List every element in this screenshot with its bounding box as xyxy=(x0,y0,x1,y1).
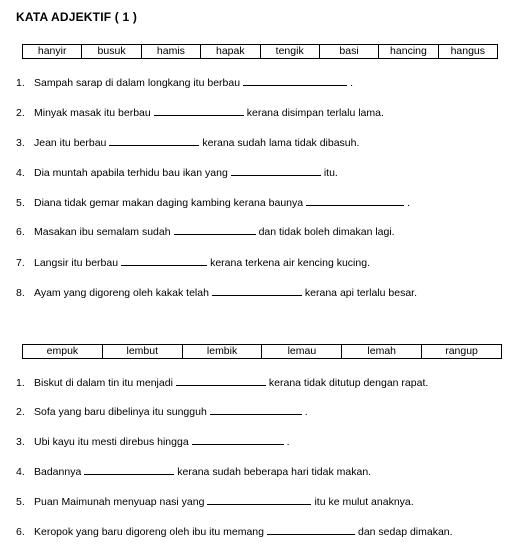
question-row xyxy=(16,224,395,238)
question-number: 6. xyxy=(16,226,25,238)
word-bank-1 xyxy=(22,44,498,59)
answer-blank[interactable] xyxy=(154,105,244,116)
answer-blank[interactable] xyxy=(210,404,302,415)
word-bank-cell: empuk xyxy=(46,345,79,357)
question-row xyxy=(16,464,371,478)
question-text-before: Dia muntah apabila terhidu bau ikan yang xyxy=(34,167,228,179)
question-row xyxy=(16,105,384,119)
question-text-before: Diana tidak gemar makan daging kambing kerana baunya xyxy=(34,197,304,209)
question-number: 2. xyxy=(16,406,25,418)
word-bank-cell: lemah xyxy=(341,345,421,358)
question-text-after: . xyxy=(286,436,290,448)
question-row xyxy=(16,195,410,209)
question-text-after: itu ke mulut anaknya. xyxy=(314,496,414,508)
question-text-after: . xyxy=(350,77,353,89)
question-text-after: kerana sudah beberapa hari tidak makan. xyxy=(177,466,372,478)
question-number: 5. xyxy=(16,496,25,508)
question-number: 4. xyxy=(16,466,25,478)
question-row xyxy=(16,434,290,448)
question-row xyxy=(16,404,308,418)
question-text-before: Sofa yang baru dibelinya itu sungguh xyxy=(34,406,207,418)
answer-blank[interactable] xyxy=(207,494,311,505)
question-number: 2. xyxy=(16,107,25,119)
question-text-after: . xyxy=(304,406,308,418)
question-text-before: Badannya xyxy=(34,466,82,478)
answer-blank[interactable] xyxy=(212,285,302,296)
question-text-before: Sampah sarap di dalam longkang itu berbau xyxy=(34,77,241,89)
answer-blank[interactable] xyxy=(192,434,284,445)
word-bank-cell: lembut xyxy=(102,345,182,358)
question-number: 3. xyxy=(16,137,25,149)
question-row xyxy=(16,255,370,269)
answer-blank[interactable] xyxy=(174,224,256,235)
question-number: 3. xyxy=(16,436,25,448)
word-bank-cell: hancing xyxy=(378,45,437,58)
question-text-before: Biskut di dalam tin itu menjadi xyxy=(34,377,173,389)
question-text-before: Ayam yang digoreng oleh kakak telah xyxy=(34,287,209,299)
answer-blank[interactable] xyxy=(121,255,207,266)
question-row xyxy=(16,524,453,538)
question-row xyxy=(16,375,428,389)
answer-blank[interactable] xyxy=(109,135,199,146)
word-bank-cell: hapak xyxy=(200,45,259,58)
question-text-before: Ubi kayu itu mesti direbus hingga xyxy=(34,436,189,448)
question-number: 6. xyxy=(16,526,25,538)
question-text-after: kerana tidak ditutup dengan rapat. xyxy=(268,377,429,389)
answer-blank[interactable] xyxy=(84,464,174,475)
question-text-after: itu. xyxy=(323,167,338,179)
question-text-before: Puan Maimunah menyuap nasi yang xyxy=(34,496,205,508)
answer-blank[interactable] xyxy=(243,75,347,86)
question-text-before: Minyak masak itu berbau xyxy=(34,107,151,119)
question-text-after: kerana api terlalu besar. xyxy=(304,287,417,299)
question-row xyxy=(16,285,417,299)
question-text-before: Keropok yang baru digoreng oleh ibu itu memang xyxy=(34,526,264,538)
question-text-before: Jean itu berbau xyxy=(34,137,107,149)
answer-blank[interactable] xyxy=(176,375,266,386)
word-bank-cell: hangus xyxy=(438,45,497,58)
worksheet-title: KATA ADJEKTIF ( 1 ) xyxy=(16,10,138,24)
question-text-after: kerana terkena air kencing kucing. xyxy=(210,257,370,269)
word-bank-cell: hanyir xyxy=(37,45,67,57)
question-row xyxy=(16,135,359,149)
question-number: 7. xyxy=(16,257,25,269)
question-number: 1. xyxy=(16,377,25,389)
question-number: 5. xyxy=(16,197,25,209)
word-bank-cell: busuk xyxy=(81,45,140,58)
word-bank-cell: lemau xyxy=(261,345,341,358)
answer-blank[interactable] xyxy=(306,195,404,206)
question-text-after: kerana disimpan terlalu lama. xyxy=(246,107,384,119)
word-bank-cell: lembik xyxy=(182,345,262,358)
question-row xyxy=(16,494,414,508)
question-number: 8. xyxy=(16,287,25,299)
question-text-before: Langsir itu berbau xyxy=(34,257,119,269)
question-text-after: . xyxy=(407,197,411,209)
question-text-after: dan tidak boleh dimakan lagi. xyxy=(258,226,395,238)
question-number: 4. xyxy=(16,167,25,179)
question-row xyxy=(16,165,338,179)
word-bank-cell: basi xyxy=(319,45,378,58)
answer-blank[interactable] xyxy=(267,524,355,535)
word-bank-cell: hamis xyxy=(141,45,200,58)
question-row xyxy=(16,75,353,89)
question-text-before: Masakan ibu semalam sudah xyxy=(34,226,171,238)
word-bank-cell: tengik xyxy=(260,45,319,58)
answer-blank[interactable] xyxy=(231,165,321,176)
word-bank-cell: rangup xyxy=(421,345,501,358)
word-bank-2 xyxy=(22,344,502,359)
question-text-after: kerana sudah lama tidak dibasuh. xyxy=(202,137,360,149)
question-number: 1. xyxy=(16,77,25,89)
question-text-after: dan sedap dimakan. xyxy=(358,526,453,538)
